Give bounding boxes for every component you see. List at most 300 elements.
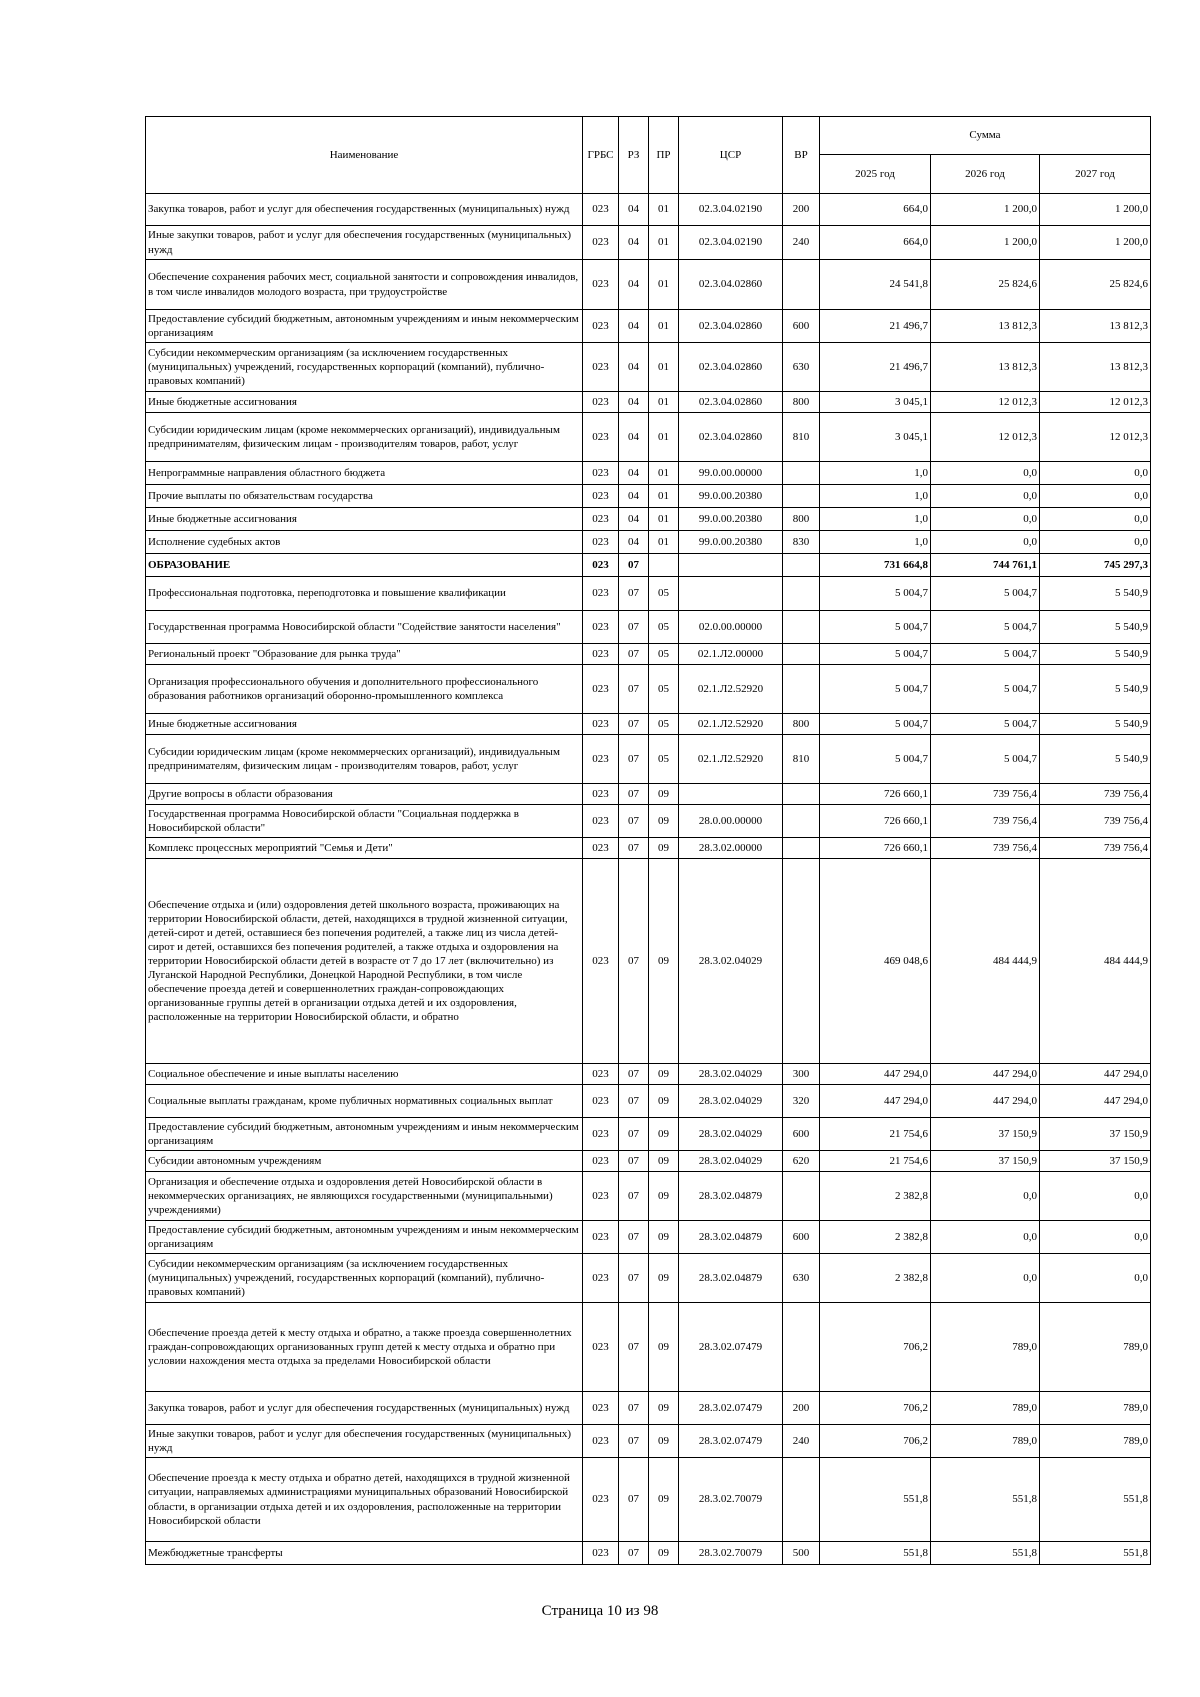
cell-2026: 0,0 [931, 1221, 1040, 1254]
header-pr: ПР [649, 117, 679, 194]
cell-2025: 1,0 [820, 531, 931, 554]
header-rz: РЗ [619, 117, 649, 194]
table-row [146, 1458, 1151, 1542]
cell-2025: 726 660,1 [820, 805, 931, 838]
header-vr: ВР [783, 117, 820, 194]
cell-2026: 5 004,7 [931, 644, 1040, 665]
cell-vr [783, 577, 820, 611]
cell-vr: 630 [783, 343, 820, 392]
cell-rz: 07 [619, 1118, 649, 1151]
table-row [146, 310, 1151, 343]
cell-pr: 05 [649, 644, 679, 665]
cell-name: Иные бюджетные ассигнования [146, 392, 583, 413]
cell-grbs: 023 [583, 531, 619, 554]
cell-vr [783, 805, 820, 838]
cell-name: Государственная программа Новосибирской области "Содействие занятости населения" [146, 611, 583, 644]
cell-csr: 02.1.Л2.52920 [679, 714, 783, 735]
cell-2026: 789,0 [931, 1392, 1040, 1425]
cell-2027: 789,0 [1040, 1425, 1151, 1458]
cell-2026: 0,0 [931, 531, 1040, 554]
cell-2026: 37 150,9 [931, 1118, 1040, 1151]
table-row [146, 462, 1151, 485]
cell-2027: 5 540,9 [1040, 665, 1151, 714]
cell-name: Прочие выплаты по обязательствам государства [146, 485, 583, 508]
cell-2026: 744 761,1 [931, 554, 1040, 577]
cell-pr: 09 [649, 1392, 679, 1425]
cell-rz: 04 [619, 310, 649, 343]
cell-2025: 551,8 [820, 1542, 931, 1565]
cell-grbs: 023 [583, 485, 619, 508]
cell-2025: 5 004,7 [820, 665, 931, 714]
cell-csr: 99.0.00.20380 [679, 485, 783, 508]
cell-rz: 07 [619, 1254, 649, 1303]
cell-pr: 09 [649, 1118, 679, 1151]
cell-vr [783, 1303, 820, 1392]
cell-2025: 731 664,8 [820, 554, 931, 577]
cell-grbs: 023 [583, 805, 619, 838]
cell-grbs: 023 [583, 714, 619, 735]
table-row [146, 1221, 1151, 1254]
table-row [146, 392, 1151, 413]
cell-vr [783, 859, 820, 1064]
cell-pr [649, 554, 679, 577]
cell-csr: 28.3.02.04029 [679, 1118, 783, 1151]
cell-csr [679, 784, 783, 805]
cell-vr [783, 260, 820, 310]
cell-csr: 28.3.02.07479 [679, 1425, 783, 1458]
cell-grbs: 023 [583, 1221, 619, 1254]
section-row [146, 554, 1151, 577]
cell-vr: 600 [783, 310, 820, 343]
cell-name: Межбюджетные трансферты [146, 1542, 583, 1565]
cell-2027: 0,0 [1040, 462, 1151, 485]
cell-name: Закупка товаров, работ и услуг для обеспечения государственных (муниципальных) нужд [146, 194, 583, 226]
cell-pr: 09 [649, 859, 679, 1064]
header-name: Наименование [146, 117, 583, 194]
cell-pr: 09 [649, 784, 679, 805]
cell-name: Иные закупки товаров, работ и услуг для обеспечения государственных (муниципальных) нужд [146, 1425, 583, 1458]
cell-pr: 09 [649, 1221, 679, 1254]
cell-vr [783, 485, 820, 508]
cell-pr: 09 [649, 1303, 679, 1392]
cell-csr: 28.3.02.04029 [679, 1064, 783, 1085]
table-row [146, 838, 1151, 859]
header-year-2025: 2025 год [820, 155, 931, 194]
cell-pr: 01 [649, 392, 679, 413]
cell-rz: 07 [619, 611, 649, 644]
cell-csr: 02.1.Л2.00000 [679, 644, 783, 665]
cell-grbs: 023 [583, 1392, 619, 1425]
cell-csr: 28.3.02.00000 [679, 838, 783, 859]
cell-pr: 01 [649, 194, 679, 226]
cell-2027: 484 444,9 [1040, 859, 1151, 1064]
table-row [146, 1172, 1151, 1221]
cell-grbs: 023 [583, 838, 619, 859]
cell-grbs: 023 [583, 1425, 619, 1458]
cell-vr: 500 [783, 1542, 820, 1565]
cell-2025: 726 660,1 [820, 784, 931, 805]
cell-2026: 5 004,7 [931, 665, 1040, 714]
cell-2025: 3 045,1 [820, 413, 931, 462]
cell-pr: 09 [649, 1085, 679, 1118]
cell-rz: 07 [619, 577, 649, 611]
cell-2027: 739 756,4 [1040, 838, 1151, 859]
cell-rz: 04 [619, 462, 649, 485]
cell-pr: 09 [649, 838, 679, 859]
cell-rz: 07 [619, 1542, 649, 1565]
cell-name: Социальные выплаты гражданам, кроме публичных нормативных социальных выплат [146, 1085, 583, 1118]
cell-vr: 240 [783, 1425, 820, 1458]
cell-2027: 12 012,3 [1040, 392, 1151, 413]
table-row [146, 644, 1151, 665]
cell-vr: 630 [783, 1254, 820, 1303]
table-row [146, 611, 1151, 644]
cell-2027: 551,8 [1040, 1458, 1151, 1542]
cell-name: Иные закупки товаров, работ и услуг для обеспечения государственных (муниципальных) нужд [146, 226, 583, 260]
cell-pr: 01 [649, 485, 679, 508]
cell-2026: 5 004,7 [931, 611, 1040, 644]
cell-2027: 447 294,0 [1040, 1085, 1151, 1118]
cell-rz: 04 [619, 531, 649, 554]
table-row [146, 226, 1151, 260]
cell-pr: 09 [649, 1542, 679, 1565]
table-row [146, 784, 1151, 805]
table-row [146, 485, 1151, 508]
cell-2026: 0,0 [931, 485, 1040, 508]
cell-2026: 0,0 [931, 462, 1040, 485]
cell-grbs: 023 [583, 577, 619, 611]
cell-vr: 810 [783, 735, 820, 784]
table-row [146, 1085, 1151, 1118]
cell-2026: 789,0 [931, 1303, 1040, 1392]
cell-2025: 726 660,1 [820, 838, 931, 859]
cell-vr: 600 [783, 1221, 820, 1254]
cell-pr: 09 [649, 1172, 679, 1221]
cell-2026: 484 444,9 [931, 859, 1040, 1064]
cell-2026: 447 294,0 [931, 1085, 1040, 1118]
cell-grbs: 023 [583, 462, 619, 485]
cell-rz: 07 [619, 1151, 649, 1172]
cell-2026: 0,0 [931, 1254, 1040, 1303]
cell-2027: 0,0 [1040, 1172, 1151, 1221]
table-row [146, 1151, 1151, 1172]
cell-name: Субсидии юридическим лицам (кроме некоммерческих организаций), индивидуальным предпринимателям, физическим лицам - производителям товаров, работ, услуг [146, 413, 583, 462]
table-row [146, 577, 1151, 611]
cell-2025: 5 004,7 [820, 644, 931, 665]
header-grbs: ГРБС [583, 117, 619, 194]
cell-2025: 447 294,0 [820, 1064, 931, 1085]
cell-csr: 28.3.02.07479 [679, 1303, 783, 1392]
cell-rz: 07 [619, 1085, 649, 1118]
cell-rz: 07 [619, 784, 649, 805]
cell-2026: 12 012,3 [931, 413, 1040, 462]
cell-name: Исполнение судебных актов [146, 531, 583, 554]
cell-rz: 07 [619, 1172, 649, 1221]
cell-2026: 1 200,0 [931, 194, 1040, 226]
cell-2027: 5 540,9 [1040, 714, 1151, 735]
cell-grbs: 023 [583, 343, 619, 392]
cell-vr: 240 [783, 226, 820, 260]
cell-2027: 0,0 [1040, 1221, 1151, 1254]
cell-rz: 04 [619, 226, 649, 260]
cell-pr: 01 [649, 508, 679, 531]
cell-vr: 620 [783, 1151, 820, 1172]
cell-2025: 1,0 [820, 462, 931, 485]
table-row [146, 1064, 1151, 1085]
cell-csr [679, 554, 783, 577]
cell-2025: 3 045,1 [820, 392, 931, 413]
cell-grbs: 023 [583, 1303, 619, 1392]
table-row [146, 260, 1151, 310]
cell-2025: 24 541,8 [820, 260, 931, 310]
cell-pr: 05 [649, 611, 679, 644]
cell-csr: 28.3.02.70079 [679, 1542, 783, 1565]
cell-2025: 21 754,6 [820, 1151, 931, 1172]
cell-2026: 5 004,7 [931, 735, 1040, 784]
cell-2025: 21 754,6 [820, 1118, 931, 1151]
cell-2025: 5 004,7 [820, 735, 931, 784]
table-row [146, 1542, 1151, 1565]
table-row [146, 1425, 1151, 1458]
table-row [146, 413, 1151, 462]
cell-name: Предоставление субсидий бюджетным, автономным учреждениям и иным некоммерческим организациям [146, 310, 583, 343]
cell-grbs: 023 [583, 392, 619, 413]
cell-2027: 13 812,3 [1040, 343, 1151, 392]
cell-vr: 200 [783, 1392, 820, 1425]
table-row [146, 194, 1151, 226]
cell-pr: 05 [649, 665, 679, 714]
cell-rz: 07 [619, 735, 649, 784]
cell-rz: 04 [619, 260, 649, 310]
cell-csr: 02.3.04.02860 [679, 310, 783, 343]
cell-vr: 800 [783, 392, 820, 413]
cell-csr: 28.3.02.04029 [679, 1085, 783, 1118]
cell-2027: 0,0 [1040, 485, 1151, 508]
cell-pr: 01 [649, 310, 679, 343]
cell-csr: 28.3.02.70079 [679, 1458, 783, 1542]
cell-2027: 739 756,4 [1040, 805, 1151, 838]
cell-pr: 09 [649, 805, 679, 838]
cell-name: Субсидии некоммерческим организациям (за исключением государственных (муниципальных) учреждений, государственных корпораций (компаний), публично-правовых компаний) [146, 1254, 583, 1303]
cell-rz: 07 [619, 714, 649, 735]
cell-vr [783, 1172, 820, 1221]
cell-pr: 09 [649, 1425, 679, 1458]
cell-name: Организация профессионального обучения и дополнительного профессионального образования работников организаций оборонно-промышленного комплекса [146, 665, 583, 714]
cell-rz: 04 [619, 485, 649, 508]
cell-2026: 789,0 [931, 1425, 1040, 1458]
table-row [146, 805, 1151, 838]
cell-2027: 37 150,9 [1040, 1118, 1151, 1151]
cell-rz: 04 [619, 413, 649, 462]
cell-csr: 02.3.04.02860 [679, 413, 783, 462]
table-row [146, 1118, 1151, 1151]
cell-name: Организация и обеспечение отдыха и оздоровления детей Новосибирской области в некоммерческих организациях, не являющихся государственными (муниципальными) учреждениями) [146, 1172, 583, 1221]
cell-grbs: 023 [583, 554, 619, 577]
cell-name: Непрограммные направления областного бюджета [146, 462, 583, 485]
budget-table [145, 116, 1151, 1565]
cell-2027: 25 824,6 [1040, 260, 1151, 310]
cell-grbs: 023 [583, 1458, 619, 1542]
table-body [146, 194, 1151, 1565]
cell-2027: 5 540,9 [1040, 644, 1151, 665]
cell-csr: 02.3.04.02860 [679, 343, 783, 392]
page-number: Страница 10 из 98 [541, 1603, 659, 1619]
cell-2026: 0,0 [931, 1172, 1040, 1221]
cell-csr: 02.3.04.02860 [679, 392, 783, 413]
cell-2025: 551,8 [820, 1458, 931, 1542]
cell-2026: 739 756,4 [931, 838, 1040, 859]
cell-rz: 07 [619, 1221, 649, 1254]
cell-pr: 01 [649, 413, 679, 462]
cell-2027: 37 150,9 [1040, 1151, 1151, 1172]
cell-rz: 07 [619, 805, 649, 838]
cell-name: Закупка товаров, работ и услуг для обеспечения государственных (муниципальных) нужд [146, 1392, 583, 1425]
cell-2027: 5 540,9 [1040, 611, 1151, 644]
cell-grbs: 023 [583, 413, 619, 462]
cell-2025: 2 382,8 [820, 1221, 931, 1254]
table-row [146, 531, 1151, 554]
cell-grbs: 023 [583, 1172, 619, 1221]
cell-vr: 320 [783, 1085, 820, 1118]
table-row [146, 343, 1151, 392]
cell-name: Комплекс процессных мероприятий "Семья и Дети" [146, 838, 583, 859]
cell-2025: 5 004,7 [820, 577, 931, 611]
cell-grbs: 023 [583, 1064, 619, 1085]
cell-2027: 5 540,9 [1040, 577, 1151, 611]
cell-2025: 664,0 [820, 194, 931, 226]
cell-pr: 09 [649, 1064, 679, 1085]
cell-csr: 02.1.Л2.52920 [679, 735, 783, 784]
cell-csr: 99.0.00.00000 [679, 462, 783, 485]
cell-rz: 07 [619, 838, 649, 859]
cell-vr [783, 665, 820, 714]
cell-2026: 12 012,3 [931, 392, 1040, 413]
cell-2026: 551,8 [931, 1458, 1040, 1542]
cell-2025: 706,2 [820, 1392, 931, 1425]
cell-2027: 1 200,0 [1040, 194, 1151, 226]
cell-name: Субсидии некоммерческим организациям (за исключением государственных (муниципальных) учреждений, государственных корпораций (компаний), публично-правовых компаний) [146, 343, 583, 392]
cell-name: Обеспечение сохранения рабочих мест, социальной занятости и сопровождения инвалидов, в том числе инвалидов молодого возраста, при трудоустройстве [146, 260, 583, 310]
cell-rz: 07 [619, 1064, 649, 1085]
cell-name: Субсидии автономным учреждениям [146, 1151, 583, 1172]
cell-grbs: 023 [583, 784, 619, 805]
cell-2027: 745 297,3 [1040, 554, 1151, 577]
cell-2025: 706,2 [820, 1425, 931, 1458]
cell-2026: 1 200,0 [931, 226, 1040, 260]
cell-vr [783, 462, 820, 485]
cell-csr: 02.3.04.02860 [679, 260, 783, 310]
cell-pr: 05 [649, 714, 679, 735]
table-row [146, 665, 1151, 714]
cell-2025: 1,0 [820, 485, 931, 508]
cell-2025: 664,0 [820, 226, 931, 260]
cell-pr: 01 [649, 531, 679, 554]
cell-2026: 13 812,3 [931, 343, 1040, 392]
cell-grbs: 023 [583, 665, 619, 714]
cell-2025: 21 496,7 [820, 310, 931, 343]
cell-2027: 789,0 [1040, 1392, 1151, 1425]
cell-csr: 28.3.02.04029 [679, 859, 783, 1064]
cell-csr: 28.3.02.07479 [679, 1392, 783, 1425]
header-sum: Сумма [820, 117, 1151, 155]
cell-csr: 02.3.04.02190 [679, 194, 783, 226]
cell-2027: 0,0 [1040, 1254, 1151, 1303]
cell-2026: 447 294,0 [931, 1064, 1040, 1085]
cell-2026: 551,8 [931, 1542, 1040, 1565]
cell-grbs: 023 [583, 226, 619, 260]
cell-csr: 28.3.02.04879 [679, 1172, 783, 1221]
table-row [146, 859, 1151, 1064]
cell-grbs: 023 [583, 260, 619, 310]
cell-vr [783, 554, 820, 577]
cell-2027: 789,0 [1040, 1303, 1151, 1392]
cell-grbs: 023 [583, 1085, 619, 1118]
cell-2027: 0,0 [1040, 531, 1151, 554]
cell-name: ОБРАЗОВАНИЕ [146, 554, 583, 577]
cell-2027: 13 812,3 [1040, 310, 1151, 343]
cell-rz: 07 [619, 665, 649, 714]
cell-2027: 447 294,0 [1040, 1064, 1151, 1085]
cell-2027: 1 200,0 [1040, 226, 1151, 260]
cell-csr: 28.0.00.00000 [679, 805, 783, 838]
cell-name: Региональный проект "Образование для рынка труда" [146, 644, 583, 665]
cell-grbs: 023 [583, 508, 619, 531]
cell-2025: 447 294,0 [820, 1085, 931, 1118]
cell-2027: 739 756,4 [1040, 784, 1151, 805]
cell-grbs: 023 [583, 310, 619, 343]
cell-csr [679, 577, 783, 611]
cell-2025: 469 048,6 [820, 859, 931, 1064]
header-csr: ЦСР [679, 117, 783, 194]
cell-pr: 09 [649, 1458, 679, 1542]
cell-2026: 13 812,3 [931, 310, 1040, 343]
cell-rz: 07 [619, 1392, 649, 1425]
cell-csr: 99.0.00.20380 [679, 531, 783, 554]
cell-grbs: 023 [583, 194, 619, 226]
cell-pr: 09 [649, 1151, 679, 1172]
cell-csr: 02.3.04.02190 [679, 226, 783, 260]
cell-vr [783, 611, 820, 644]
header-year-2027: 2027 год [1040, 155, 1151, 194]
cell-name: Государственная программа Новосибирской области "Социальная поддержка в Новосибирской области" [146, 805, 583, 838]
cell-rz: 07 [619, 554, 649, 577]
table-row [146, 1254, 1151, 1303]
cell-grbs: 023 [583, 1254, 619, 1303]
cell-2025: 706,2 [820, 1303, 931, 1392]
cell-name: Профессиональная подготовка, переподготовка и повышение квалификации [146, 577, 583, 611]
cell-pr: 05 [649, 577, 679, 611]
cell-2026: 739 756,4 [931, 784, 1040, 805]
cell-2026: 25 824,6 [931, 260, 1040, 310]
cell-vr: 600 [783, 1118, 820, 1151]
cell-2026: 37 150,9 [931, 1151, 1040, 1172]
cell-name: Предоставление субсидий бюджетным, автономным учреждениям и иным некоммерческим организациям [146, 1118, 583, 1151]
cell-vr: 800 [783, 714, 820, 735]
cell-name: Иные бюджетные ассигнования [146, 714, 583, 735]
cell-grbs: 023 [583, 1151, 619, 1172]
cell-pr: 05 [649, 735, 679, 784]
header-year-2026: 2026 год [931, 155, 1040, 194]
cell-2025: 2 382,8 [820, 1254, 931, 1303]
cell-pr: 09 [649, 1254, 679, 1303]
cell-rz: 07 [619, 859, 649, 1064]
cell-2026: 5 004,7 [931, 577, 1040, 611]
cell-2026: 739 756,4 [931, 805, 1040, 838]
cell-rz: 07 [619, 644, 649, 665]
cell-name: Иные бюджетные ассигнования [146, 508, 583, 531]
cell-name: Социальное обеспечение и иные выплаты населению [146, 1064, 583, 1085]
cell-rz: 07 [619, 1458, 649, 1542]
